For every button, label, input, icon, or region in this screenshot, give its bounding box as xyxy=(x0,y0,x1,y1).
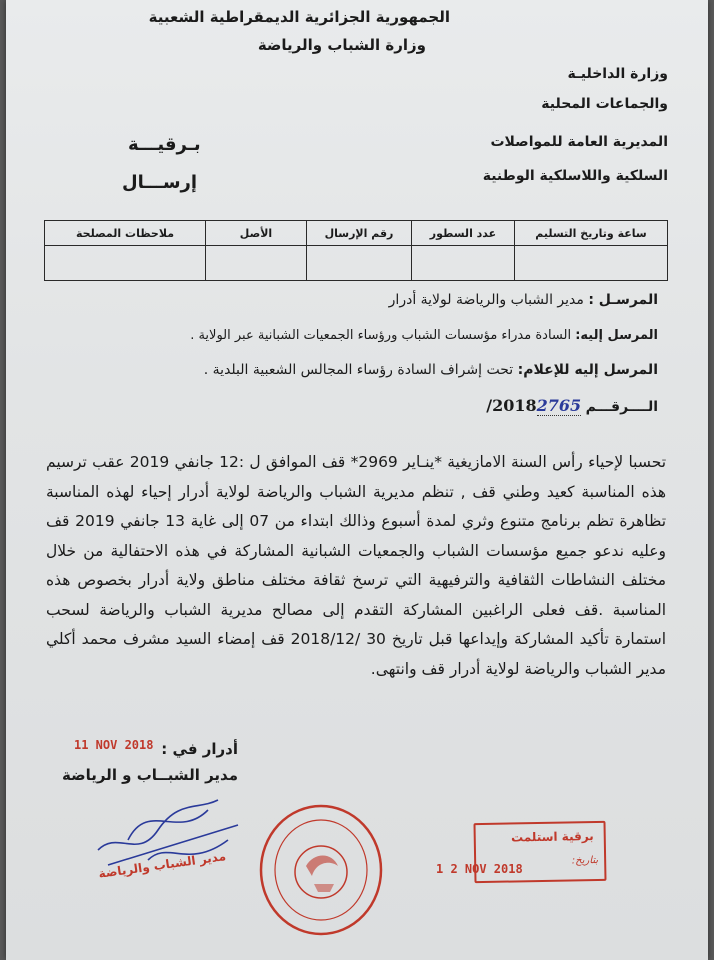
table-header-cell: عدد السطور xyxy=(412,221,515,246)
sender-line-interior: وزارة الداخليـة xyxy=(567,66,668,82)
received-stamp-date-label: بتاريخ: xyxy=(571,854,599,867)
reference-label: الــــرقـــم xyxy=(585,399,658,415)
info-recipient-label: المرسل إليه للإعلام: xyxy=(517,362,658,378)
telegram-document xyxy=(6,0,708,960)
table-cell xyxy=(412,246,515,281)
telegram-label: بـرقيـــة xyxy=(128,134,201,155)
reference-field xyxy=(486,396,658,416)
table-cell xyxy=(307,246,412,281)
table-header-cell: ملاحظات المصلحة xyxy=(45,221,206,246)
table-header-row xyxy=(45,221,668,246)
ministry-header: وزارة الشباب والرياضة xyxy=(257,36,426,54)
table-cell xyxy=(515,246,668,281)
service-table xyxy=(44,220,668,281)
signature-stamp-text: مدير الشباب والرياضة xyxy=(97,849,227,881)
table-row xyxy=(45,246,668,281)
table-header-cell: رقم الإرسال xyxy=(307,221,412,246)
info-recipient-value: تحت إشراف السادة رؤساء المجالس الشعبية البلدية . xyxy=(203,362,514,378)
official-seal xyxy=(256,800,386,940)
sender-label: المرسـل : xyxy=(588,292,658,308)
received-stamp-title: برقية استلمت xyxy=(510,829,594,845)
signatory-title: مدير الشبــاب و الرياضة xyxy=(62,766,238,784)
received-date-stamp: 1 2 NOV 2018 xyxy=(436,862,523,876)
telegram-type: إرســـال xyxy=(122,172,198,193)
table-cell xyxy=(206,246,307,281)
recipient-label: المرسل إليه: xyxy=(575,328,658,343)
issue-date-stamp: 11 NOV 2018 xyxy=(74,738,154,752)
telegram-body: تحسبا لإحياء رأس السنة الامازيغية *ينـاير 2969* قف الموافق ل :12 جانفي 2019 عقب ترسيم هذه المناسبة كعيد وطني قف , تنظم مديرية الشباب والرياضة لولاية أدرار إحياء لهذه المناسبة تظاهرة تظم برنامج متنوع وثري لمدة أسبوع وذالك ابتداء من 07 إلى غاية 13 جانفي 2019 قف وعليه ندعو جميع مؤسسات الشباب والجمعيات الشبانية المشاركة في هذه الاحتفالية من خلال مختلف النشاطات الثقافية والترفيهية التي ترسخ ثقافة مختلف مناطق ولاية أدرار بخصوص هذه المناسبة .قف فعلى الراغبين المشاركة التقدم إلى مصالح مديرية الشباب والرياضة لسحب استمارة تأكيد المشاركة وإيداعها قبل تاريخ 30 /2018/12 قف إمضاء السيد مشرف محمد أكلي مدير الشباب والرياضة لولاية أدرار قف وانتهى. xyxy=(46,453,667,678)
sender-line-local-collectivities: والجماعات المحلية xyxy=(541,96,668,112)
sender-field xyxy=(389,292,658,308)
sender-line-telecom-directorate: المديرية العامة للمواصلات xyxy=(490,134,668,150)
info-recipient-field xyxy=(204,362,658,378)
republic-header: الجمهورية الجزائرية الديمقراطية الشعبية xyxy=(148,8,450,26)
closing-place: أدرار في : xyxy=(161,740,238,758)
recipient-value: السادة مدراء مؤسسات الشباب ورؤساء الجمعيات الشبانية عبر الولاية . xyxy=(190,328,572,343)
reference-year: /2018 xyxy=(486,396,537,415)
recipient-field xyxy=(190,328,658,343)
table-header-cell: الأصل xyxy=(206,221,307,246)
table-cell xyxy=(45,246,206,281)
sender-line-national-wire: السلكية واللاسلكية الوطنية xyxy=(482,168,668,184)
table-header-cell: ساعة وتاريخ التسليم xyxy=(515,221,668,246)
reference-number: 2765 xyxy=(536,396,582,415)
sender-value: مدير الشباب والرياضة لولاية أدرار xyxy=(388,292,584,308)
